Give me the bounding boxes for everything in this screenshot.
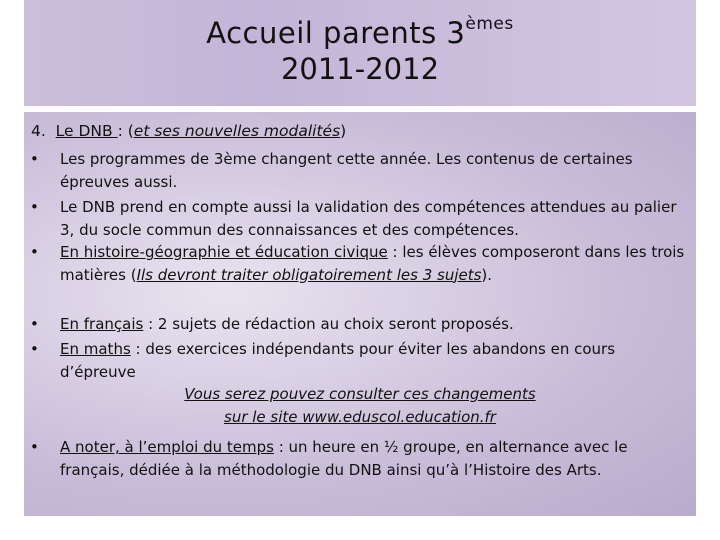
title-banner (24, 0, 696, 106)
title-year: 2011-2012 (280, 52, 440, 86)
list-item-programmes: Les programmes de 3ème changent cette année. Les contenus de certaines épreuves aussi. (60, 150, 633, 191)
note-line-2-link[interactable]: sur le site www.eduscol.education.fr (224, 408, 496, 426)
title-text: Accueil parents 3 (206, 16, 466, 50)
heading-number: 4. (31, 122, 46, 140)
emploi-du-temps-text: : un heure en ½ groupe, en alternance avec le français, dédiée à la méthodologie du DNB ainsi qu’à l’Histoire des Arts. (60, 438, 628, 479)
title-superscript: èmes (465, 14, 514, 34)
content-panel (24, 112, 696, 516)
bullet-5: • (30, 340, 39, 358)
note-line-1: Vous serez pouvez consulter ces changements (184, 385, 536, 403)
heading-close: ) (340, 122, 347, 140)
bullet-2: • (30, 198, 39, 216)
histoire-geo-label: En histoire-géographie et éducation civique (60, 243, 388, 261)
heading-subtitle: et ses nouvelles modalités (133, 122, 341, 140)
list-item-francais (60, 313, 692, 336)
bullet-3: • (30, 243, 39, 261)
francais-text: : 2 sujets de rédaction au choix seront proposés. (143, 315, 514, 333)
list-item-maths (60, 338, 692, 383)
bullet-4: • (30, 315, 39, 333)
histoire-geo-note: Ils devront traiter obligatoirement les 3 sujets (136, 265, 482, 284)
histoire-geo-text: : les élèves composeront dans les trois matières ( (60, 243, 685, 284)
maths-text: : des exercices indépendants pour éviter les abandons en cours d’épreuve (60, 340, 616, 381)
histoire-geo-end: ). (481, 265, 493, 284)
maths-label: En maths (60, 340, 131, 358)
title-line-1 (24, 16, 696, 50)
heading-separator: : ( (117, 122, 134, 140)
list-item-competences: Le DNB prend en compte aussi la validation des compétences attendues au palier 3, du socle commun des connaissances et des compétences. (60, 198, 677, 239)
heading-label: Le DNB (55, 122, 118, 140)
bullet-1: • (30, 150, 39, 168)
emploi-du-temps-label: A noter, à l’emploi du temps (60, 438, 274, 456)
list-item-histoire-geo (60, 241, 692, 286)
francais-label: En français (60, 315, 144, 333)
section-heading (31, 122, 346, 140)
list-item-emploi-du-temps (60, 436, 692, 481)
bullet-6: • (30, 438, 39, 456)
